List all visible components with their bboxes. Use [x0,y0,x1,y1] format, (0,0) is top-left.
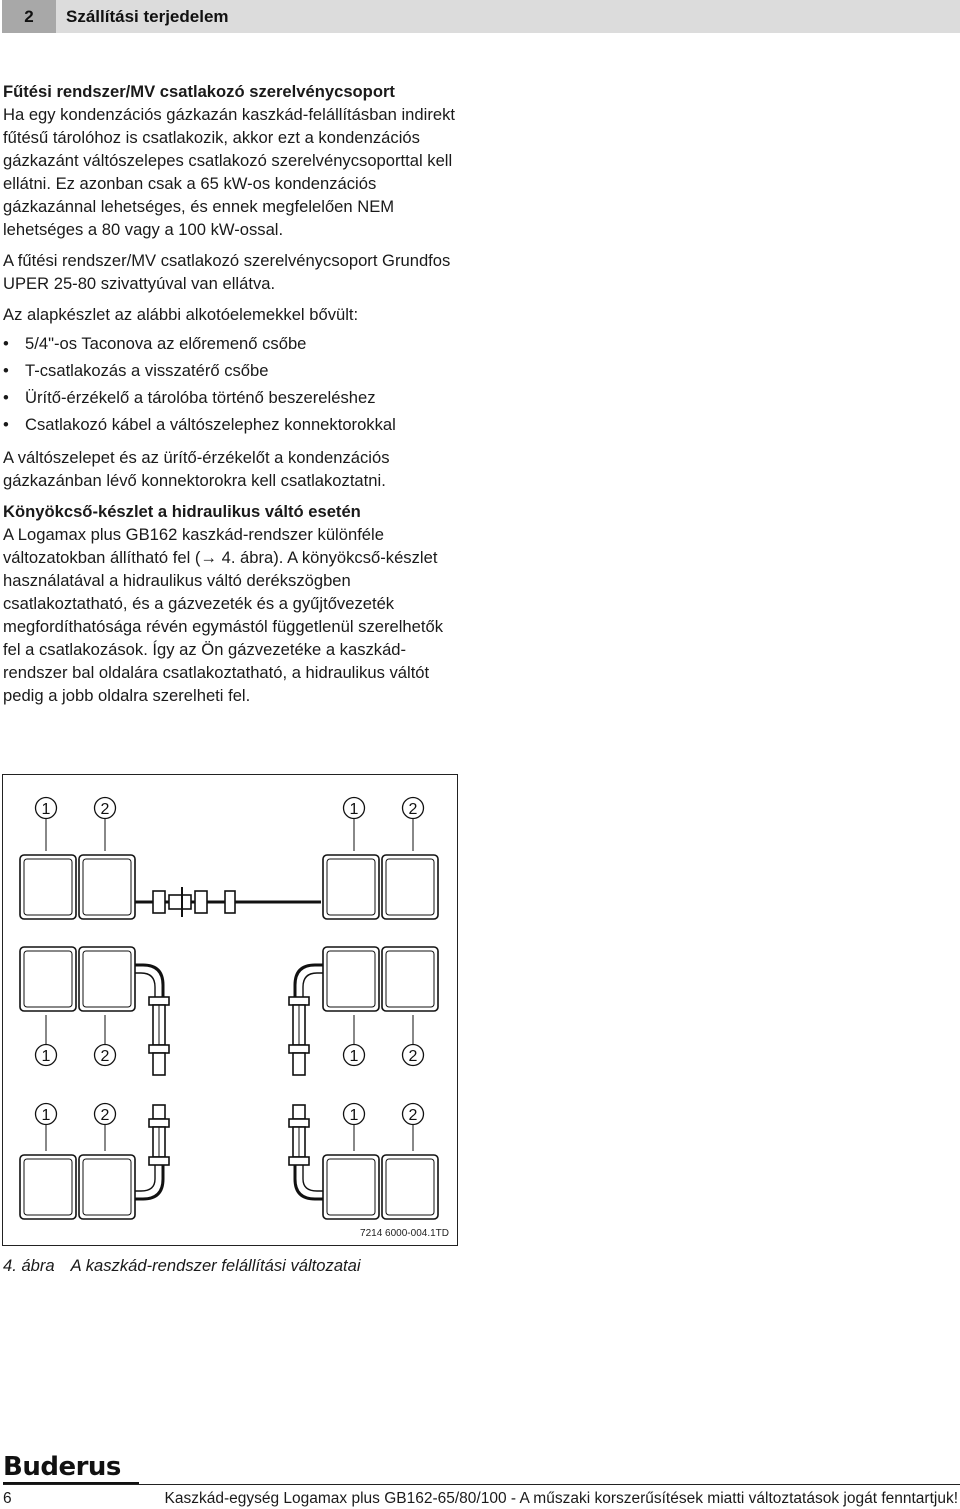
paragraph-pump: A fűtési rendszer/MV csatlakozó szerelvénycsoport Grundfos UPER 25-80 szivattyúval van ellátva. [3,251,451,293]
svg-text:2: 2 [408,801,418,818]
bullet: • [3,361,9,380]
list-item: • Ürítő-érzékelő a tárolóba történő beszereléshez [3,384,458,411]
svg-text:1: 1 [349,1107,359,1124]
label-1 [344,1104,365,1125]
bullet: • [3,415,9,434]
figure-caption-text: A kaszkád-rendszer felállítási változatai [70,1256,361,1275]
cascade-diagram [3,775,459,1247]
label-1 [344,1045,365,1066]
footer-rule [3,1484,960,1485]
section-heading-valve-group: Fűtési rendszer/MV csatlakozó szerelvénycsoport [3,82,395,101]
bullet: • [3,388,9,407]
label-2 [95,1104,116,1125]
bullet: • [3,334,9,353]
label-1 [344,798,365,819]
label-1 [36,798,57,819]
svg-text:2: 2 [100,801,110,818]
label-2 [403,1104,424,1125]
paragraph-intro: Ha egy kondenzációs gázkazán kaszkád-felállításban indirekt fűtésű tárolóhoz is csatlakozik, akkor ezt a kondenzációs gázkazánt váltószelepes csatlakozó szerelvénycsoporttal kell ellátni. Ez azonban csak a 65 kW-os kondenzációs gázkazánnal lehetséges, és ennek megfelelően NEM lehetséges a 80 vagy a 100 kW-ossal. [3,105,455,239]
label-2 [403,1045,424,1066]
paragraph-elbow-kit: A Logamax plus GB162 kaszkád-rendszer különféle változatokban állítható fel (→ 4. ábra). A könyökcső-készlet használatával a hidraulikus váltó derékszögben csatlakoztatható, és a gázvezeték és a gyűjtővezeték megfordíthatósága révén egymástól függetlenül szerelhetők fel a csatlakozások. Így az Ön gázvezetéke a kaszkád-rendszer bal oldalára csatlakoztatható, a hidraulikus váltót pedig a jobb oldalra szerelheti fel. [3,525,444,705]
svg-text:2: 2 [408,1048,418,1065]
variant-middle [20,947,438,1075]
svg-text:1: 1 [41,801,51,818]
svg-text:1: 1 [349,1048,359,1065]
list-item: • 5/4"-os Taconova az előremenő csőbe [3,330,458,357]
main-content [3,80,458,715]
component-list [3,330,458,438]
list-item: • T-csatlakozás a visszatérő csőbe [3,357,458,384]
svg-text:1: 1 [41,1048,51,1065]
variant-top [20,798,438,920]
svg-text:2: 2 [100,1107,110,1124]
svg-text:2: 2 [408,1107,418,1124]
label-2 [95,798,116,819]
variant-bottom [20,1104,438,1220]
label-2 [95,1045,116,1066]
figure-code: 7214 6000-004.1TD [360,1228,449,1239]
paragraph-extended: Az alapkészlet az alábbi alkotóelemekkel bővült: [3,305,359,324]
svg-text:1: 1 [349,801,359,818]
svg-text:2: 2 [100,1048,110,1065]
buderus-logo: Buderus [3,1452,121,1482]
page-number: 6 [3,1490,12,1507]
list-item: • Csatlakozó kábel a váltószelephez konnektorokkal [3,411,458,438]
paragraph-connect: A váltószelepet és az ürítő-érzékelőt a kondenzációs gázkazánban lévő konnektorokra kell csatlakoztatni. [3,448,390,490]
chapter-number: 2 [2,0,56,33]
label-1 [36,1045,57,1066]
figure-caption-number: 4. ábra [3,1256,55,1275]
label-2 [403,798,424,819]
section-heading-elbow-kit: Könyökcső-készlet a hidraulikus váltó esetén [3,502,361,521]
chapter-title: Szállítási terjedelem [66,7,229,26]
figure-cascade-variants [2,774,458,1246]
footer-text: Kaszkád-egység Logamax plus GB162-65/80/100 - A műszaki korszerűsítések miatti változtatások jogát fenntartjuk! [164,1490,958,1507]
figure-caption [3,1256,361,1276]
label-1 [36,1104,57,1125]
svg-text:1: 1 [41,1107,51,1124]
